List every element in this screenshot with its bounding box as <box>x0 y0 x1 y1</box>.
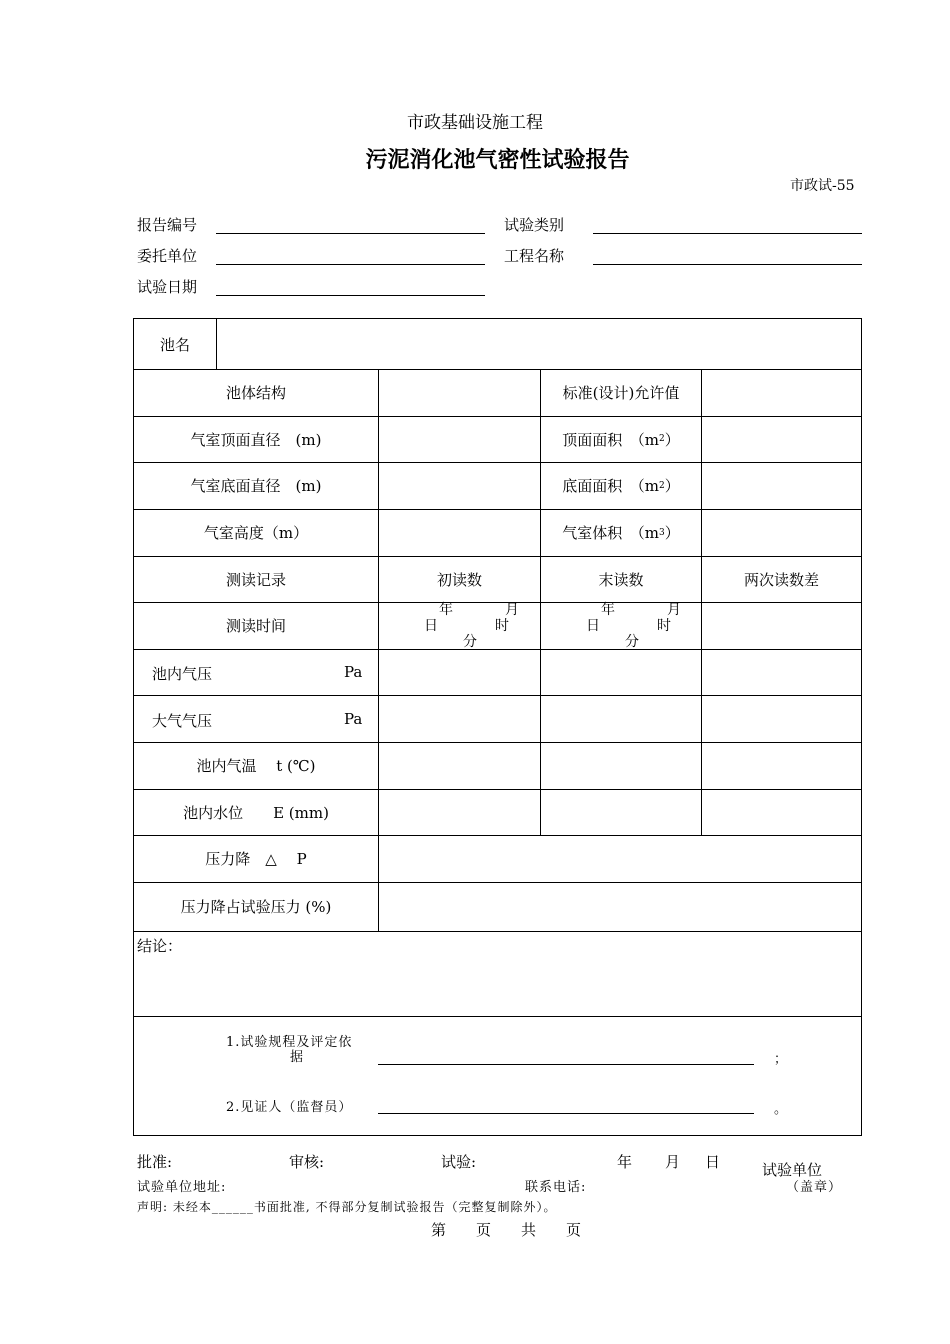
pool-pressure-diff[interactable] <box>702 649 861 695</box>
volume-sup: 3 <box>658 527 665 538</box>
form-code: 市政试-55 <box>790 178 855 194</box>
basis-field[interactable] <box>378 1064 754 1065</box>
top-area-label <box>541 416 701 462</box>
allowed-value[interactable] <box>702 369 861 416</box>
initial-month: 月 <box>505 602 519 618</box>
test-label: 试验: <box>441 1153 477 1171</box>
bottom-area-sup: 2 <box>658 480 665 491</box>
final-day: 日 <box>586 618 600 634</box>
top-diameter-value[interactable] <box>379 416 540 462</box>
page-number: 第 页 共 页 <box>431 1221 582 1239</box>
statement: 声明: 未经本______书面批准, 不得部分复制试验报告（完整复制除外）。 <box>137 1200 557 1214</box>
pool-temp-diff[interactable] <box>702 742 861 789</box>
client-field[interactable] <box>216 264 485 265</box>
org-title: 市政基础设施工程 <box>407 113 543 133</box>
client-label: 委托单位 <box>137 247 198 265</box>
bottom-area-label <box>541 462 701 509</box>
test-date-label: 试验日期 <box>137 278 198 296</box>
volume-text: 气室体积 （m <box>562 524 659 542</box>
initial-reading-header: 初读数 <box>436 570 482 589</box>
basis-label-line2: 据 <box>290 1050 305 1065</box>
test-date-field[interactable] <box>216 295 485 296</box>
volume-close: ） <box>664 524 680 542</box>
reading-diff-header: 两次读数差 <box>743 570 819 589</box>
test-unit-label: 试验单位 <box>762 1161 823 1179</box>
bottom-area-close: ） <box>664 477 680 495</box>
initial-hour: 时 <box>495 618 509 634</box>
final-month: 月 <box>667 602 681 618</box>
water-level-label: 池内水位 E (mm) <box>183 803 329 822</box>
pool-pressure-initial[interactable] <box>379 649 540 695</box>
initial-year: 年 <box>439 602 453 618</box>
report-table <box>133 318 862 1136</box>
bottom-area-value[interactable] <box>702 462 861 509</box>
pool-pressure-text: 池内气压 <box>152 665 213 683</box>
atm-pressure-text: 大气气压 <box>152 712 213 730</box>
conclusion-label: 结论： <box>137 937 183 955</box>
time-diff-value[interactable] <box>702 602 861 649</box>
report-no-label: 报告编号 <box>137 216 198 234</box>
row-divider <box>134 931 861 932</box>
witness-field[interactable] <box>378 1113 754 1114</box>
atm-pressure-initial[interactable] <box>379 695 540 742</box>
final-minute: 分 <box>625 634 639 650</box>
top-area-value[interactable] <box>702 416 861 462</box>
final-reading-header: 末读数 <box>598 570 644 589</box>
pressure-drop-ratio-label: 压力降占试验压力 (%) <box>180 898 332 916</box>
pool-temp-label: 池内气温 t (℃) <box>196 757 316 775</box>
water-level-final[interactable] <box>541 789 701 835</box>
top-area-text: 顶面面积 （m <box>562 430 659 449</box>
seal-label: （盖章） <box>786 1180 843 1195</box>
test-type-field[interactable] <box>593 233 862 234</box>
top-diameter-label: 气室顶面直径 (m) <box>190 430 322 449</box>
water-level-diff[interactable] <box>702 789 861 835</box>
basis-end: ； <box>774 1052 789 1067</box>
pressure-drop-value[interactable] <box>379 835 861 882</box>
pressure-drop-label: 压力降 △ P <box>205 850 307 868</box>
final-year: 年 <box>601 602 615 618</box>
water-level-initial[interactable] <box>379 789 540 835</box>
final-hour: 时 <box>657 618 671 634</box>
pool-pressure-label <box>134 649 378 695</box>
project-name-label: 工程名称 <box>504 247 565 265</box>
initial-day: 日 <box>424 618 438 634</box>
report-no-field[interactable] <box>216 233 485 234</box>
reading-record-label: 测读记录 <box>225 570 286 589</box>
pool-name-value[interactable] <box>217 319 861 369</box>
test-type-label: 试验类别 <box>504 216 565 234</box>
date-year: 年 <box>617 1153 633 1171</box>
volume-label <box>541 509 701 556</box>
review-label: 审核: <box>289 1153 325 1171</box>
top-area-sup: 2 <box>658 434 665 444</box>
structure-label: 池体结构 <box>225 384 286 402</box>
top-area-close: ） <box>664 430 680 449</box>
volume-value[interactable] <box>702 509 861 556</box>
pool-temp-final[interactable] <box>541 742 701 789</box>
atm-pressure-final[interactable] <box>541 695 701 742</box>
height-value[interactable] <box>379 509 540 556</box>
phone-label: 联系电话: <box>525 1180 587 1195</box>
date-month: 月 <box>665 1153 681 1171</box>
atm-pressure-diff[interactable] <box>702 695 861 742</box>
initial-time-value[interactable] <box>379 602 540 649</box>
bottom-area-text: 底面面积 （m <box>562 477 659 495</box>
witness-label: 2.见证人（监督员） <box>226 1100 353 1115</box>
project-name-field[interactable] <box>593 264 862 265</box>
structure-value[interactable] <box>379 369 540 416</box>
pressure-drop-ratio-value[interactable] <box>379 882 861 931</box>
basis-label-line1: 1.试验规程及评定依 <box>226 1035 353 1050</box>
witness-end: 。 <box>774 1102 789 1117</box>
final-time-value[interactable] <box>541 602 701 649</box>
date-day: 日 <box>705 1153 721 1171</box>
pool-temp-initial[interactable] <box>379 742 540 789</box>
bottom-diameter-value[interactable] <box>379 462 540 509</box>
bottom-diameter-label: 气室底面直径 (m) <box>190 477 322 495</box>
height-label: 气室高度（m） <box>203 524 309 542</box>
row-divider <box>134 1016 861 1017</box>
atm-pressure-unit: Pa <box>344 710 363 728</box>
pool-pressure-final[interactable] <box>541 649 701 695</box>
pool-name-label: 池名 <box>159 335 190 354</box>
allowed-value-label: 标准(设计)允许值 <box>562 384 680 402</box>
approve-label: 批准: <box>137 1153 173 1171</box>
address-label: 试验单位地址: <box>137 1180 227 1195</box>
page-title: 污泥消化池气密性试验报告 <box>365 147 630 173</box>
conclusion-value[interactable] <box>134 951 861 1015</box>
reading-time-label: 测读时间 <box>225 617 286 635</box>
atm-pressure-label <box>134 695 378 742</box>
pool-pressure-unit: Pa <box>344 663 363 681</box>
initial-minute: 分 <box>463 634 477 650</box>
